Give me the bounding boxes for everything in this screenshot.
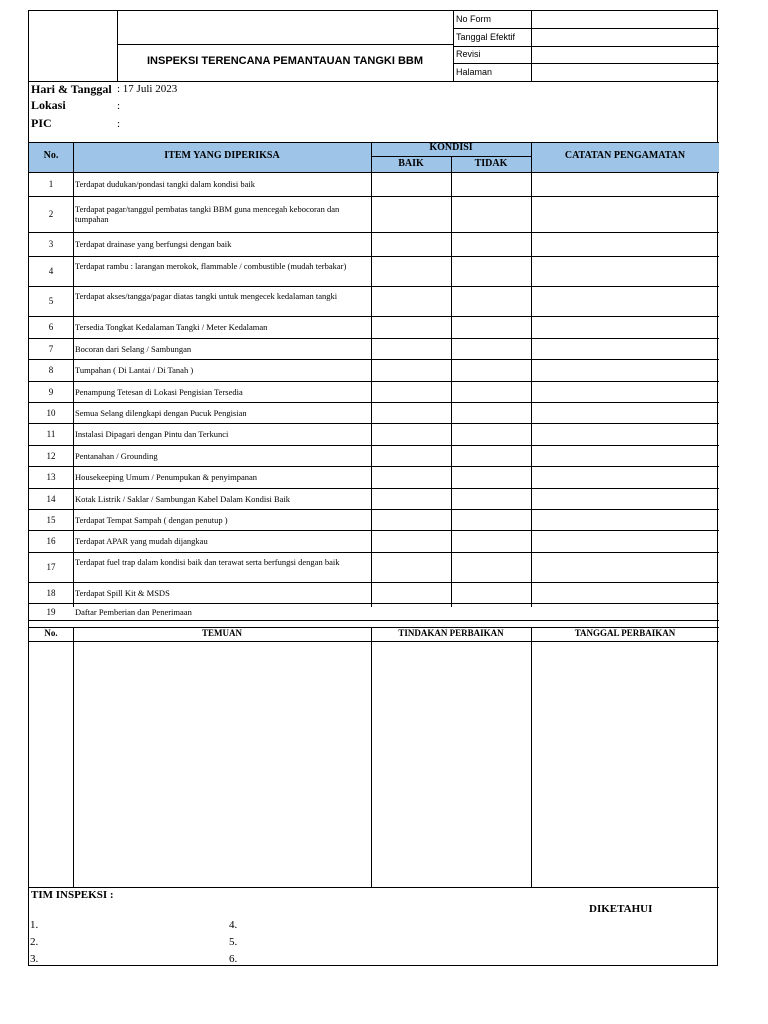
meta-label-no-form: No Form <box>456 14 492 24</box>
form-title: INSPEKSI TERENCANA PEMANTAUAN TANGKI BBM <box>146 55 424 67</box>
cell-tidak[interactable] <box>451 423 531 445</box>
checklist-item: Terdapat drainase yang berfungsi dengan baik <box>75 239 232 249</box>
header-divider <box>453 28 719 29</box>
meta-label-revisi: Revisi <box>456 49 481 59</box>
findings-border <box>531 627 532 887</box>
location-label: Lokasi <box>31 98 66 112</box>
header-divider <box>117 44 453 45</box>
acknowledged-label: DIKETAHUI <box>589 903 653 915</box>
cell-catatan[interactable] <box>531 488 719 509</box>
cell-tidak[interactable] <box>451 359 531 381</box>
cell-catatan[interactable] <box>531 381 719 402</box>
checklist-item: Terdapat APAR yang mudah dijangkau <box>75 536 208 546</box>
cell-catatan[interactable] <box>531 359 719 381</box>
cell-catatan[interactable] <box>531 423 719 445</box>
cell-baik[interactable] <box>371 488 451 509</box>
pic-label: PIC <box>31 116 52 130</box>
cell-catatan[interactable] <box>531 316 719 338</box>
signatory-5: 5. <box>229 936 238 948</box>
cell-baik[interactable] <box>371 232 451 256</box>
checklist-item: Daftar Pemberian dan Penerimaan <box>75 606 192 617</box>
cell-baik[interactable] <box>371 196 451 232</box>
findings-col-no: No. <box>44 628 58 638</box>
checklist-item: Terdapat fuel trap dalam kondisi baik dan terawat serta berfungsi dengan baik <box>75 557 340 567</box>
col-item-header: ITEM YANG DIPERIKSA <box>164 150 280 161</box>
row-number: 8 <box>48 365 54 375</box>
cell-baik[interactable] <box>371 381 451 402</box>
cell-baik[interactable] <box>371 552 451 582</box>
cell-tidak[interactable] <box>451 196 531 232</box>
cell-baik[interactable] <box>371 256 451 286</box>
col-catatan-header: CATATAN PENGAMATAN <box>564 150 686 161</box>
cell-tidak[interactable] <box>451 582 531 603</box>
cell-tidak[interactable] <box>451 509 531 530</box>
header-divider <box>453 46 719 47</box>
cell-catatan[interactable] <box>531 172 719 196</box>
cell-catatan[interactable] <box>531 402 719 423</box>
cell-baik[interactable] <box>371 603 451 620</box>
cell-baik[interactable] <box>371 338 451 359</box>
checklist-item: Terdapat pagar/tanggul pembatas tangki BBM guna mencegah kebocoran dan tumpahan <box>75 204 340 224</box>
checklist-item: Terdapat dudukan/pondasi tangki dalam kondisi baik <box>75 179 255 189</box>
cell-tidak[interactable] <box>451 552 531 582</box>
findings-border <box>29 620 719 621</box>
header-divider <box>117 11 118 81</box>
findings-col-tindakan: TINDAKAN PERBAIKAN <box>398 628 504 638</box>
signatory-1: 1. <box>30 919 39 931</box>
cell-baik[interactable] <box>371 530 451 552</box>
signatory-2: 2. <box>30 936 39 948</box>
date-value: : 17 Juli 2023 <box>117 83 178 95</box>
checklist-item: Semua Selang dilengkapi dengan Pucuk Pengisian <box>75 407 247 418</box>
cell-tidak[interactable] <box>451 466 531 488</box>
findings-border <box>29 887 719 888</box>
header-divider <box>29 81 719 82</box>
cell-catatan[interactable] <box>531 530 719 552</box>
cell-tidak[interactable] <box>451 402 531 423</box>
cell-tidak[interactable] <box>451 488 531 509</box>
location-value: : <box>117 100 121 112</box>
row-number: 15 <box>46 514 56 525</box>
cell-tidak[interactable] <box>451 256 531 286</box>
cell-baik[interactable] <box>371 509 451 530</box>
row-number: 2 <box>48 209 54 219</box>
checklist-item: Housekeeping Umum / Penumpukan & penyimpanan <box>75 472 258 482</box>
cell-tidak[interactable] <box>451 381 531 402</box>
row-number: 3 <box>48 239 54 249</box>
checklist-item: Tersedia Tongkat Kedalaman Tangki / Meter Kedalaman <box>75 322 268 332</box>
row-number: 16 <box>46 536 56 546</box>
col-no-header: No. <box>43 150 59 161</box>
signatory-4: 4. <box>229 919 238 931</box>
meta-label-halaman: Halaman <box>456 67 493 77</box>
checklist-item: Terdapat rambu : larangan merokok, flammable / combustible (mudah terbakar) <box>75 261 347 271</box>
pic-value: : <box>117 118 121 130</box>
cell-baik[interactable] <box>371 172 451 196</box>
cell-catatan[interactable] <box>531 582 719 603</box>
checklist-item: Tumpahan ( Di Lantai / Di Tanah ) <box>75 365 194 375</box>
row-number: 12 <box>46 450 56 461</box>
cell-catatan[interactable] <box>531 445 719 466</box>
cell-baik[interactable] <box>371 423 451 445</box>
cell-baik[interactable] <box>371 359 451 381</box>
date-label: Hari & Tanggal <box>31 82 112 96</box>
signatory-6: 6. <box>229 953 238 965</box>
col-baik-header: BAIK <box>398 158 424 169</box>
cell-tidak[interactable] <box>451 338 531 359</box>
checklist-item: Terdapat Spill Kit & MSDS <box>75 587 170 598</box>
cell-catatan[interactable] <box>531 256 719 286</box>
row-number: 19 <box>46 606 56 617</box>
cell-baik[interactable] <box>371 286 451 316</box>
col-kondisi-header: KONDISI <box>429 142 473 153</box>
cell-tidak[interactable] <box>451 445 531 466</box>
row-number: 1 <box>48 179 54 189</box>
cell-catatan[interactable] <box>531 232 719 256</box>
checklist-item: Terdapat akses/tangga/pagar diatas tangki untuk mengecek kedalaman tangki <box>75 291 338 301</box>
header-divider <box>453 63 719 64</box>
checklist-item: Bocoran dari Selang / Sambungan <box>75 343 192 354</box>
row-number: 5 <box>48 296 54 306</box>
checklist-item: Pentanahan / Grounding <box>75 450 158 461</box>
row-number: 9 <box>48 386 54 397</box>
cell-baik[interactable] <box>371 445 451 466</box>
team-label: TIM INSPEKSI : <box>31 889 114 901</box>
meta-label-tanggal-efektif: Tanggal Efektif <box>456 32 516 42</box>
cell-catatan[interactable] <box>531 196 719 232</box>
checklist-border <box>73 142 74 607</box>
cell-tidak[interactable] <box>451 316 531 338</box>
cell-catatan[interactable] <box>531 338 719 359</box>
cell-catatan[interactable] <box>531 603 719 620</box>
col-tidak-header: TIDAK <box>474 158 508 169</box>
checklist-item: Terdapat Tempat Sampah ( dengan penutup ) <box>75 514 228 525</box>
checklist-item: Kotak Listrik / Saklar / Sambungan Kabel Dalam Kondisi Baik <box>75 493 291 504</box>
row-number: 6 <box>48 322 54 332</box>
row-number: 10 <box>46 407 56 418</box>
cell-catatan[interactable] <box>531 466 719 488</box>
row-number: 4 <box>48 266 54 276</box>
row-number: 7 <box>48 343 54 354</box>
row-number: 17 <box>46 562 56 572</box>
checklist-item: Penampung Tetesan di Lokasi Pengisian Tersedia <box>75 386 243 397</box>
row-number: 11 <box>46 429 56 439</box>
findings-border <box>371 627 372 887</box>
checklist-item: Instalasi Dipagari dengan Pintu dan Terkunci <box>75 429 229 439</box>
cell-catatan[interactable] <box>531 509 719 530</box>
signatory-3: 3. <box>30 953 39 965</box>
cell-baik[interactable] <box>371 582 451 603</box>
cell-catatan[interactable] <box>531 552 719 582</box>
cell-tidak[interactable] <box>451 172 531 196</box>
cell-tidak[interactable] <box>451 286 531 316</box>
cell-tidak[interactable] <box>451 530 531 552</box>
findings-col-tanggal: TANGGAL PERBAIKAN <box>574 628 676 638</box>
findings-border <box>29 641 719 642</box>
cell-baik[interactable] <box>371 316 451 338</box>
row-number: 18 <box>46 587 56 598</box>
findings-col-temuan: TEMUAN <box>202 628 242 638</box>
cell-baik[interactable] <box>371 466 451 488</box>
cell-tidak[interactable] <box>451 232 531 256</box>
findings-border <box>73 627 74 887</box>
cell-baik[interactable] <box>371 402 451 423</box>
cell-catatan[interactable] <box>531 286 719 316</box>
inspection-form <box>28 10 718 966</box>
row-number: 14 <box>46 493 56 504</box>
row-number: 13 <box>46 472 56 482</box>
cell-tidak[interactable] <box>451 603 531 620</box>
